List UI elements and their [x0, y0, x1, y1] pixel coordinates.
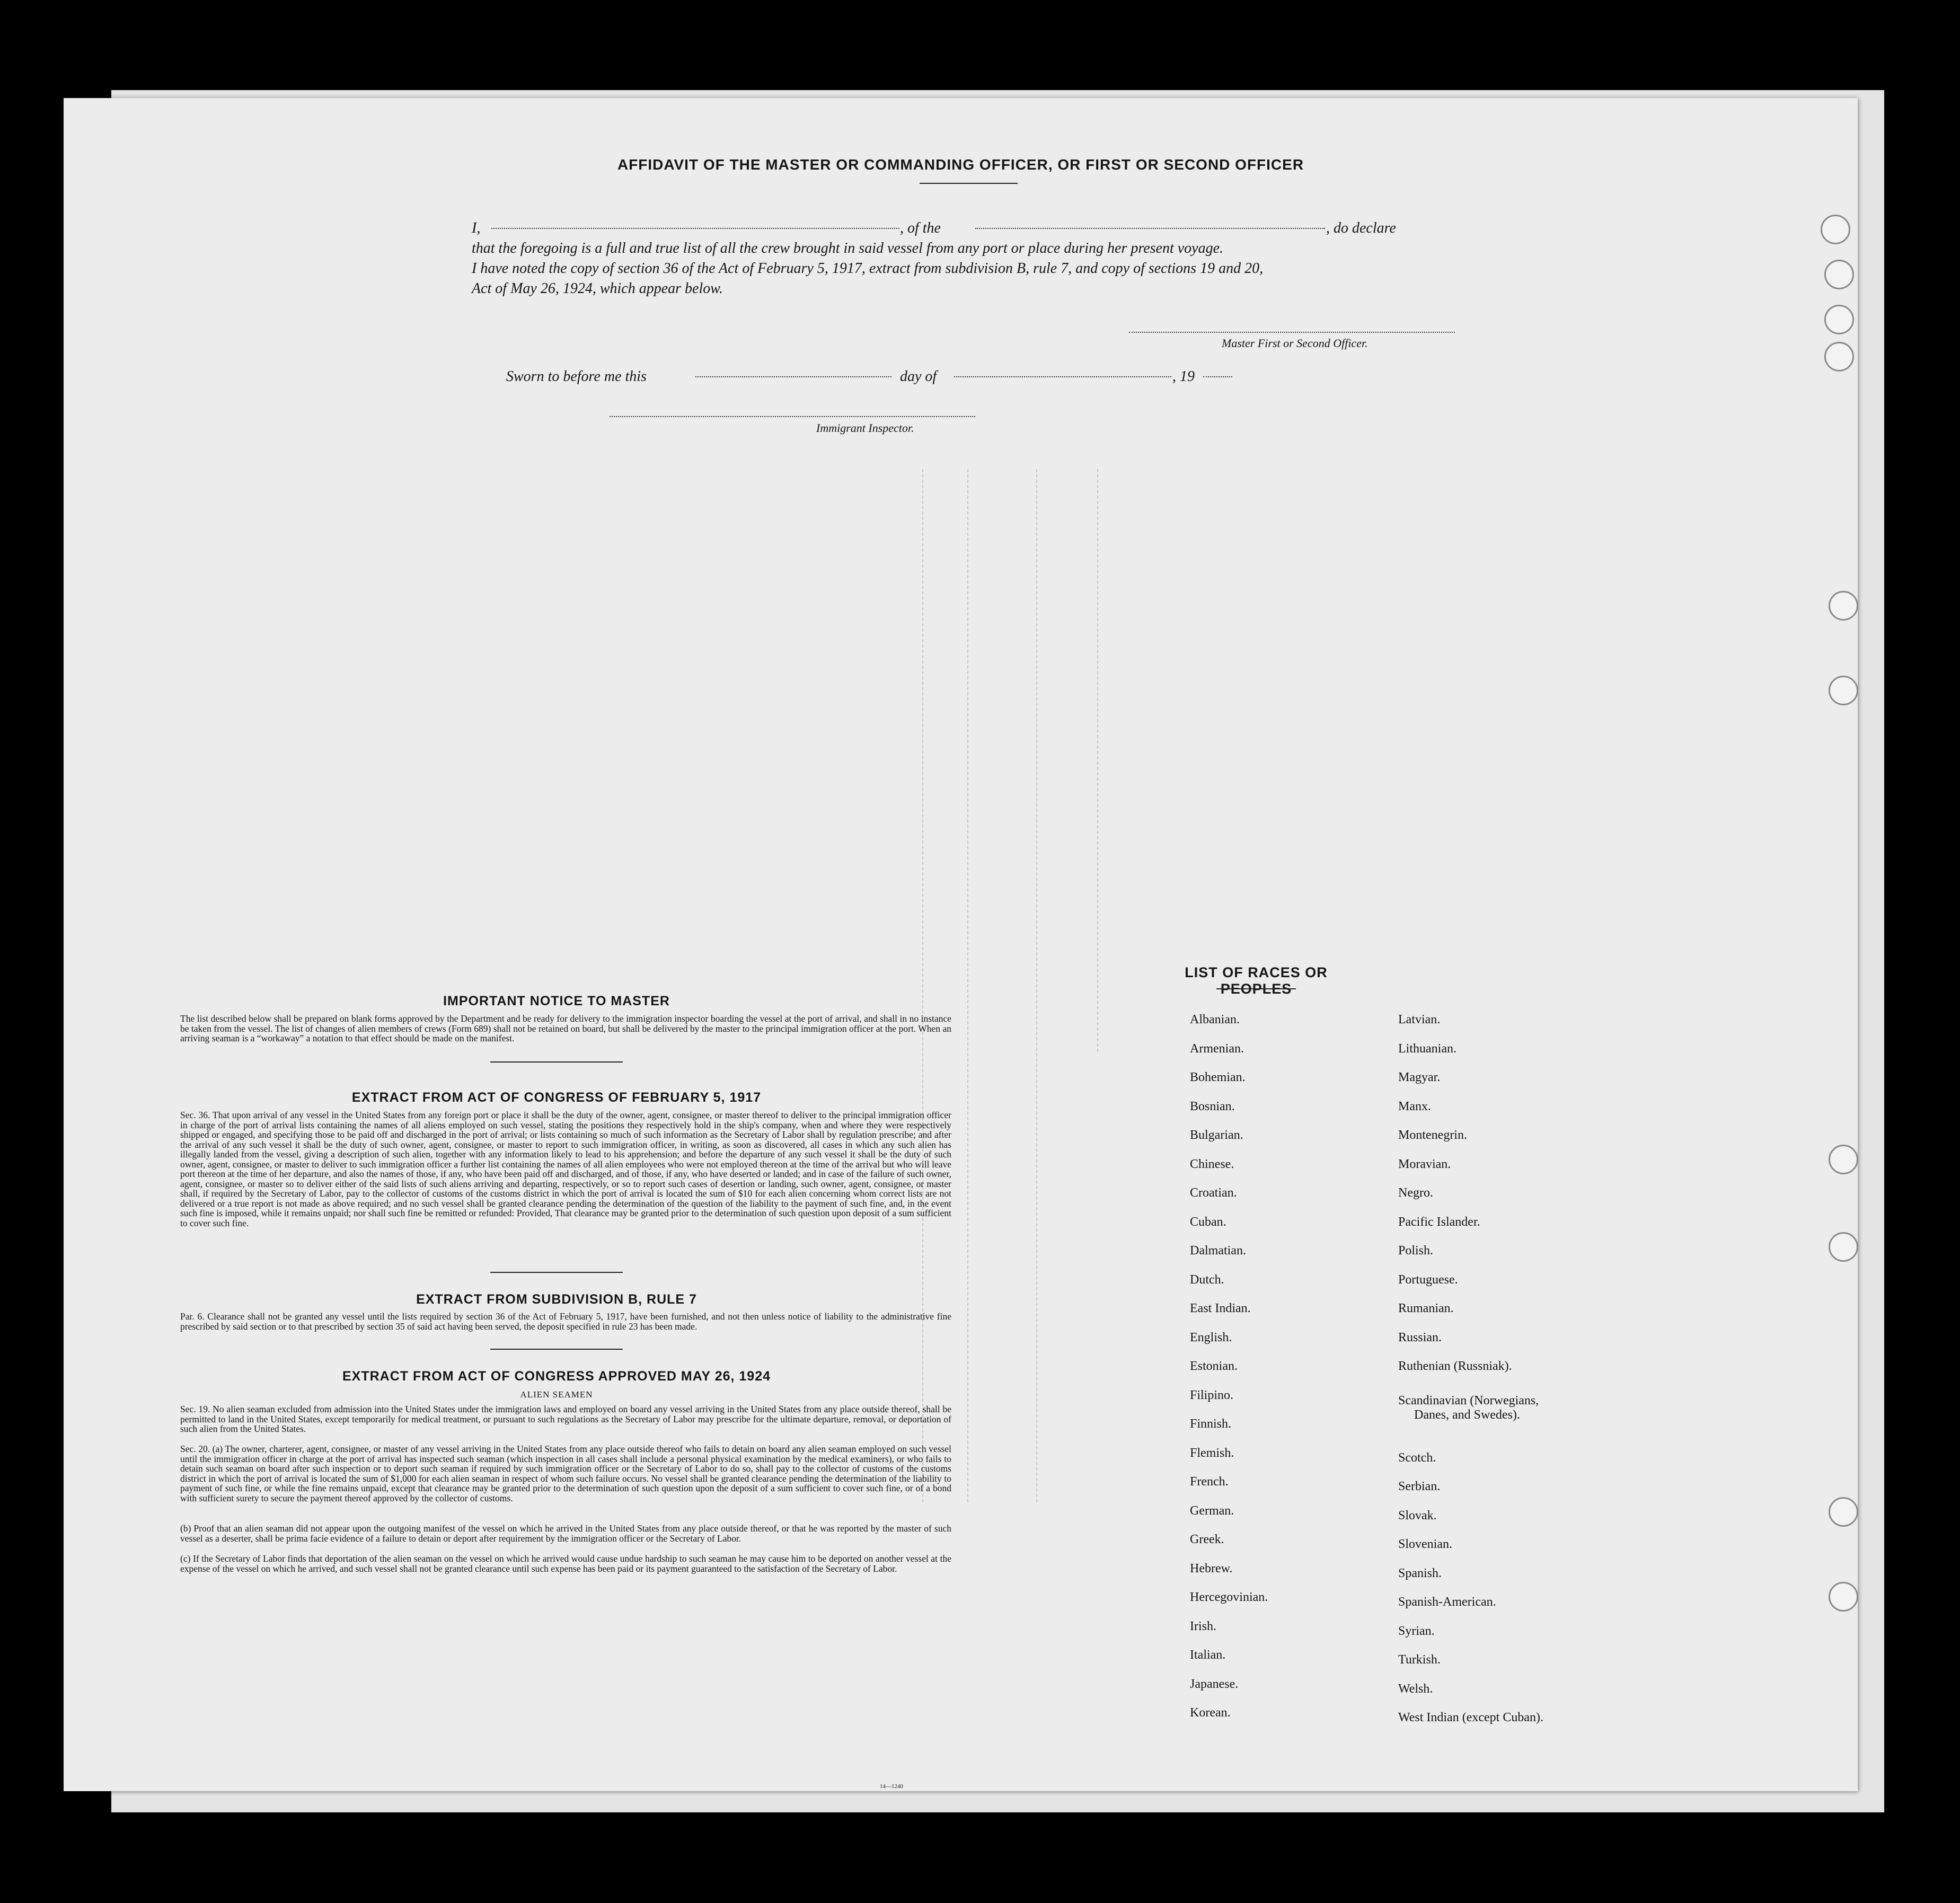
race-item: Turkish. — [1398, 1653, 1441, 1667]
race-item: Scotch. — [1398, 1450, 1436, 1465]
races-right-column — [1398, 1013, 1543, 1740]
race-item: English. — [1190, 1330, 1232, 1344]
act1924-sec20c: (c) If the Secretary of Labor finds that deportation of the alien seaman on the vessel on which he arrived would cause undue hardship to such seaman he may cause him to be deported on another vessel at the expense of the vessel on which he arrived, and such vessel shall not be granted clearance until such expense has been paid or its payment guaranteed to the satisfaction of the Secretary of Labor. — [180, 1553, 951, 1574]
race-item: Polish. — [1398, 1244, 1434, 1258]
affidavit-line-2: that the foregoing is a full and true list of all the crew brought in said vessel from any port or place during her present voyage. — [472, 240, 1224, 256]
race-item: Ruthenian (Russniak). — [1398, 1359, 1512, 1373]
binder-hole — [1829, 1145, 1858, 1174]
race-item: Hercegovinian. — [1190, 1590, 1268, 1604]
form-number: 14—1240 — [880, 1783, 903, 1790]
race-item: Slovak. — [1398, 1508, 1437, 1523]
race-item: Greek. — [1190, 1533, 1224, 1546]
act1924-subtitle: ALIEN SEAMEN — [520, 1389, 593, 1400]
race-item: Flemish. — [1190, 1446, 1234, 1460]
race-item: Dalmatian. — [1190, 1244, 1246, 1258]
race-item: Estonian. — [1190, 1359, 1238, 1373]
year-prefix: , 19 — [1172, 368, 1195, 385]
sworn-text: Sworn to before me this — [506, 368, 647, 385]
race-item: West Indian (except Cuban). — [1398, 1711, 1543, 1724]
act1917-title: EXTRACT FROM ACT OF CONGRESS OF FEBRUARY 5, 1917 — [351, 1090, 762, 1105]
race-item: Rumanian. — [1398, 1302, 1454, 1315]
race-item: Manx. — [1398, 1099, 1431, 1113]
act1917-rule — [490, 1272, 623, 1273]
race-item: Serbian. — [1398, 1480, 1441, 1493]
notice-title: IMPORTANT NOTICE TO MASTER — [443, 994, 670, 1008]
race-item: Finnish. — [1190, 1417, 1232, 1431]
race-item: Welsh. — [1398, 1681, 1433, 1696]
race-item: Spanish. — [1398, 1566, 1442, 1580]
affidavit-i: I, — [472, 220, 481, 236]
race-item: Bohemian. — [1190, 1070, 1246, 1084]
races-rule — [1216, 988, 1296, 989]
race-item: Armenian. — [1190, 1041, 1244, 1056]
race-item: Bosnian. — [1190, 1099, 1235, 1113]
race-item: Moravian. — [1398, 1157, 1451, 1171]
sworn-month-field[interactable] — [954, 376, 1171, 377]
race-item-continuation — [1398, 1408, 1543, 1451]
binder-hole — [1824, 305, 1854, 334]
race-item: Spanish-American. — [1398, 1595, 1496, 1609]
rule7-body: Par. 6. Clearance shall not be granted any vessel until the lists required by section 36 of the Act of February 5, 1917, have been furnished, and not then unless notice of liability to the administrative fine prescribed by said section or to that prescribed by section 35 of said act having been served, the deposit specified in rule 23 has been made. — [180, 1311, 951, 1332]
binder-hole — [1829, 676, 1858, 705]
notice-rule — [490, 1061, 623, 1063]
sworn-year-field[interactable] — [1203, 376, 1232, 377]
race-item — [1398, 1394, 1543, 1408]
binder-hole — [1829, 591, 1858, 621]
race-item: Chinese. — [1190, 1157, 1234, 1171]
race-item: Syrian. — [1398, 1624, 1435, 1638]
document-page — [64, 98, 1858, 1791]
binder-hole — [1829, 1232, 1858, 1262]
master-signature-label: Master First or Second Officer. — [1222, 337, 1368, 350]
race-item-line: Danes, and Swedes). — [1414, 1408, 1520, 1422]
binder-hole — [1824, 342, 1854, 371]
race-item: Montenegrin. — [1398, 1128, 1467, 1142]
binder-hole — [1824, 260, 1854, 289]
race-item: Filipino. — [1190, 1388, 1234, 1402]
affidavit-title: AFFIDAVIT OF THE MASTER OR COMMANDING OFFICER, OR FIRST OR SECOND OFFICER — [617, 156, 1304, 173]
race-item: Bulgarian. — [1190, 1128, 1243, 1142]
race-item: East Indian. — [1190, 1302, 1251, 1315]
sworn-day-field[interactable] — [695, 376, 891, 377]
affidavit-of-the: , of the — [900, 220, 941, 236]
notice-body: The list described below shall be prepared on blank forms approved by the Department and be ready for delivery to the immigration inspector boarding the vessel at the port of arrival, and shall in no instance be taken from the vessel. The list of changes of alien members of crews (Form 689) shall not be retained on board, but shall be delivered by the master to the principal immigration officer at the port. When an arriving seaman is a “workaway” a notation to that effect should be made on the manifest. — [180, 1013, 951, 1043]
race-item: Japanese. — [1190, 1677, 1239, 1691]
affidavit-declare: , do declare — [1326, 220, 1396, 236]
inspector-signature-label: Immigrant Inspector. — [816, 421, 914, 435]
binder-hole — [1829, 1582, 1858, 1612]
act1924-sec20a: Sec. 20. (a) The owner, charterer, agent, consignee, or master of any vessel arriving in the United States from any place outside thereof who fails to detain on board any alien seaman employed on such vessel until the immigration officer in charge at the port of arrival has inspected such seaman (which inspection in all cases shall include a personal physical examination by the medical examiners), or who fails to detain such seaman on board after such inspection or to deport such seaman if required by such immigration officer or the Secretary of Labor to do so, shall pay to the collector of customs of the customs district in which the port of arrival is located the sum of $1,000 for each alien seaman in respect of whom such failure occurs. No vessel shall be granted clearance pending the determination of the liability to payment of such fine, or while the fine remains unpaid, except that clearance may be granted prior to the determination of such question upon the deposit of a sum sufficient to cover such fine, or of a bond with sufficient surety to secure the payment thereof approved by the collector of customs. — [180, 1444, 951, 1503]
bleed-column-line — [967, 469, 968, 1502]
race-item: Slovenian. — [1398, 1537, 1452, 1551]
affidavit-line-3: I have noted the copy of section 36 of the Act of February 5, 1917, extract from subdivision B, rule 7, and copy of sections 19 and 20, — [472, 260, 1264, 277]
bleed-column-line — [1036, 469, 1037, 1502]
day-of-text: day of — [900, 368, 937, 385]
race-item: Pacific Islander. — [1398, 1215, 1480, 1229]
race-item: Lithuanian. — [1398, 1041, 1456, 1056]
race-item: Russian. — [1398, 1330, 1442, 1344]
title-underline — [920, 183, 1018, 184]
race-item: Korean. — [1190, 1706, 1231, 1720]
race-item: Irish. — [1190, 1619, 1216, 1633]
act1917-body: Sec. 36. That upon arrival of any vessel in the United States from any foreign port or place it shall be the duty of the owner, agent, consignee, or master thereof to deliver to the principal immigration officer in charge of the port of arrival lists containing the names of all aliens employed on such vessel, stating the positions they respectively hold in the ship's company, when and where they were respectively shipped or engaged, and specifying those to be paid off and discharged in the port of arrival; or lists containing so much of such information as the Secretary of Labor shall by regulation prescribe; and after the arrival of any such vessel it shall be the duty of such owner, agent, consignee, or master to report to such immigration officer, in writing, as soon as discovered, all cases in which any such alien has illegally landed from the vessel, giving a description of such alien, together with any information likely to lead to his apprehension; and before the departure of any such vessel it shall be the duty of such owner, agent, consignee, or master to deliver to such immigration officer a further list containing the names of all alien employees who were not employed thereon at the time of the arrival but who will leave port thereon at the time of her departure, and also the names of those, if any, who have been paid off and discharged, and of those, if any, who have deserted or landed; and in case of the failure of such owner, agent, consignee, or master so to deliver either of the said lists of such aliens arriving and departing, respectively, or so to report such cases of desertion or landing, such owner, agent, consignee, or master shall, if required by the Secretary of Labor, pay to the collector of customs of the customs district in which the port of arrival is located the sum of $10 for each alien concerning whom correct lists are not delivered or a true report is not made as above required; and no such vessel shall be granted clearance pending the determination of the question of the liability to the payment of such fine, and, in the event such fine is imposed, while it remains unpaid; nor shall such fine be remitted or refunded: Provided, That clearance may be granted prior to the determination of such question upon deposit of a sum sufficient to cover such fine. — [180, 1110, 951, 1228]
act1924-sec20b: (b) Proof that an alien seaman did not appear upon the outgoing manifest of the vessel on which he arrived in the United States from any place outside thereof, or that he was reported by the master of such vessel as a deserter, shall be prima facie evidence of a failure to detain or deport after requirement by the immigration officer or the Secretary of Labor. — [180, 1523, 951, 1544]
bleed-column-line — [1097, 469, 1098, 1052]
race-item: Albanian. — [1190, 1013, 1240, 1026]
master-name-field[interactable] — [491, 228, 899, 229]
affidavit-line-1 — [472, 220, 480, 237]
binder-hole — [1829, 1497, 1858, 1527]
race-item: French. — [1190, 1475, 1229, 1489]
race-item: Hebrew. — [1190, 1561, 1233, 1575]
binder-hole — [1821, 215, 1850, 244]
race-item: Dutch. — [1190, 1272, 1224, 1287]
rule7-rule — [490, 1349, 623, 1350]
race-item: Magyar. — [1398, 1070, 1441, 1084]
master-signature-line[interactable] — [1129, 332, 1455, 333]
vessel-name-field[interactable] — [975, 228, 1325, 229]
race-item: Negro. — [1398, 1186, 1433, 1200]
race-item-line: Scandinavian (Norwegians, — [1398, 1393, 1539, 1408]
affidavit-line-4: Act of May 26, 1924, which appear below. — [472, 280, 723, 297]
act1924-title: EXTRACT FROM ACT OF CONGRESS APPROVED MAY 26, 1924 — [342, 1369, 771, 1384]
race-item: Croatian. — [1190, 1186, 1237, 1200]
race-item: Cuban. — [1190, 1215, 1226, 1229]
rule7-title: EXTRACT FROM SUBDIVISION B, RULE 7 — [416, 1292, 697, 1307]
race-item: Italian. — [1190, 1648, 1226, 1662]
act1924-sec19: Sec. 19. No alien seaman excluded from admission into the United States under the immigration laws and employed on board any vessel arriving in the United States from any place outside thereof, shall be permitted to land in the United States, except temporarily for medical treatment, or pursuant to such regulations as the Secretary of Labor may prescribe for the ultimate departure, removal, or deportation of such alien from the United States. — [180, 1404, 951, 1434]
race-item: Latvian. — [1398, 1013, 1441, 1026]
inspector-signature-line[interactable] — [610, 416, 975, 417]
races-title: LIST OF RACES OR PEOPLES — [1185, 964, 1328, 997]
races-left-column — [1190, 1013, 1268, 1735]
bleed-column-line — [922, 469, 923, 1502]
race-item: German. — [1190, 1503, 1234, 1518]
race-item: Portuguese. — [1398, 1272, 1458, 1287]
